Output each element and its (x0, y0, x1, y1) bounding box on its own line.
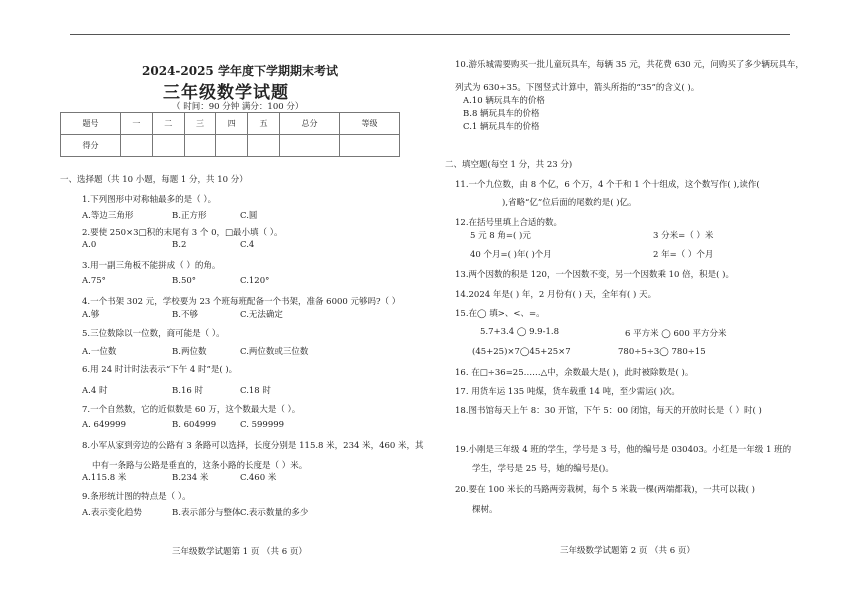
q3-option-b: B.50° (172, 276, 197, 286)
question-8: 8.小军从家到旁边的公路有 3 条路可以选择，长度分别是 115.8 米，234 米，460 米，其 (82, 441, 424, 451)
score-input-cell[interactable] (121, 135, 153, 157)
question-7: 7.一个自然数，它的近似数是 60 万，这个数最大是（ ）。 (82, 405, 301, 415)
question-6: 6.用 24 时计时法表示“下午 4 时”是( )。 (82, 365, 238, 375)
q12-item-d: 2 年=（ ）个月 (653, 250, 714, 260)
q15-item-d: 780÷5÷3◯ 780÷15 (618, 347, 706, 357)
question-11-continued: ),省略“亿”位后面的尾数约是( )亿。 (502, 198, 637, 208)
page-footer-right: 三年级数学试题第 2 页 （共 6 页） (560, 546, 695, 556)
q10-option-c: C.1 辆玩具车的价格 (463, 122, 540, 132)
q9-option-c: C.表示数量的多少 (240, 508, 309, 518)
table-cell: 题号 (61, 113, 121, 135)
exam-title: 三年级数学试题 (163, 83, 289, 103)
question-3: 3.用一副三角板不能拼成（ ）的角。 (82, 261, 221, 271)
q2-option-a: A.0 (82, 240, 97, 250)
q5-option-b: B.两位数 (172, 347, 207, 357)
q10-option-b: B.8 辆玩具车的价格 (463, 109, 540, 119)
q7-option-c: C. 599999 (240, 420, 285, 430)
question-4: 4.一个书架 302 元，学校要为 23 个班每班配备一个书架，准备 6000 元够吗?（ ） (82, 297, 401, 307)
question-13: 13.两个因数的积是 120，一个因数不变，另一个因数乘 10 倍，积是( )。 (455, 270, 735, 280)
q8-option-a: A.115.8 米 (82, 473, 127, 483)
question-19-continued: 学生，学号是 25 号，她的编号是()。 (472, 464, 614, 474)
table-cell: 三 (184, 113, 216, 135)
q15-item-b: 6 平方米 ◯ 600 平方分米 (625, 329, 727, 339)
table-cell: 二 (152, 113, 184, 135)
q9-option-b: B.表示部分与整体 (172, 508, 241, 518)
q1-option-c: C.圆 (240, 211, 258, 221)
page-footer-left: 三年级数学试题第 1 页 （共 6 页） (172, 547, 307, 557)
q7-option-b: B. 604999 (172, 420, 217, 430)
table-cell: 总分 (279, 113, 339, 135)
q12-item-b: 3 分米=（ ）米 (653, 231, 714, 241)
q8-option-c: C.460 米 (240, 473, 277, 483)
year-title: 2024-2025 学年度下学期期末考试 (142, 64, 338, 78)
question-5: 5.三位数除以一位数，商可能是（ ）。 (82, 329, 225, 339)
q15-item-c: (45+25)×7◯45+25×7 (472, 347, 571, 357)
q5-option-a: A.一位数 (82, 347, 117, 357)
question-14: 14.2024 年是( ) 年，2 月份有( ) 天，全年有( ) 天。 (455, 290, 657, 300)
table-cell: 一 (121, 113, 153, 135)
q12-item-a: 5 元 8 角=( )元 (470, 231, 531, 241)
score-input-cell[interactable] (279, 135, 339, 157)
question-20-continued: 棵树。 (472, 505, 498, 515)
score-table (60, 112, 400, 157)
table-cell: 等级 (339, 113, 399, 135)
q7-option-a: A. 649999 (82, 420, 126, 430)
score-table-header-row (61, 113, 400, 135)
table-cell: 得分 (61, 135, 121, 157)
question-11: 11.一个九位数，由 8 个亿，6 个万，4 个千和 1 个十组成，这个数写作( ),读作( (455, 180, 760, 190)
score-input-cell[interactable] (248, 135, 280, 157)
question-9: 9.条形统计图的特点是（ ）。 (82, 492, 191, 502)
score-input-cell[interactable] (152, 135, 184, 157)
q1-option-a: A.等边三角形 (82, 211, 134, 221)
q6-option-a: A.4 时 (82, 386, 108, 396)
question-2: 2.要使 250×3□积的末尾有 3 个 0，□最小填（ ）。 (82, 228, 283, 238)
table-cell: 四 (216, 113, 248, 135)
q6-option-c: C.18 时 (240, 386, 271, 396)
question-15: 15.在◯ 填>、<、=。 (455, 309, 545, 319)
question-12: 12.在括号里填上合适的数。 (455, 218, 563, 228)
section1-heading: 一、选择题（共 10 小题，每题 1 分，共 10 分） (60, 175, 248, 185)
q15-item-a: 5.7+3.4 ◯ 9.9-1.8 (480, 327, 559, 337)
q6-option-b: B.16 时 (172, 386, 203, 396)
score-input-cell[interactable] (216, 135, 248, 157)
q3-option-c: C.120° (240, 276, 270, 286)
score-table-score-row (61, 135, 400, 157)
q4-option-b: B.不够 (172, 310, 198, 320)
score-input-cell[interactable] (184, 135, 216, 157)
q2-option-c: C.4 (240, 240, 255, 250)
q1-option-b: B.正方形 (172, 211, 207, 221)
question-17: 17. 用货车运 135 吨煤，货车载重 14 吨，至少需运( )次。 (455, 387, 680, 397)
question-18: 18.图书馆每天上午 8：30 开馆，下午 5：00 闭馆，每天的开放时长是（ ）时( ) (455, 406, 762, 416)
question-10-continued: 列式为 630÷35。下图竖式计算中，箭头所指的“35”的含义( )。 (455, 83, 700, 93)
question-10: 10.游乐城需要购买一批儿童玩具车，每辆 35 元，共花费 630 元，问购买了多少辆玩具车， (455, 60, 804, 70)
top-rule (70, 34, 790, 35)
time-info: （ 时间：90 分钟 满分：100 分） (172, 102, 304, 112)
question-19: 19.小刚是三年级 4 班的学生，学号是 3 号，他的编号是 030403。小红是一年级 1 班的 (455, 445, 792, 455)
section2-heading: 二、填空题(每空 1 分，共 23 分) (445, 160, 573, 170)
score-input-cell[interactable] (339, 135, 399, 157)
question-20: 20.要在 100 米长的马路两旁栽树，每个 5 米栽一棵(两端都栽)，一共可以栽( ) (455, 485, 755, 495)
table-cell: 五 (248, 113, 280, 135)
q5-option-c: C.两位数或三位数 (240, 347, 309, 357)
q2-option-b: B.2 (172, 240, 187, 250)
q8-option-b: B.234 米 (172, 473, 209, 483)
q4-option-c: C.无法确定 (240, 310, 283, 320)
q10-option-a: A.10 辆玩具车的价格 (463, 96, 545, 106)
question-8-continued: 中有一条路与公路是垂直的，这条小路的长度是（ ）米。 (92, 461, 308, 471)
q9-option-a: A.表示变化趋势 (82, 508, 142, 518)
q4-option-a: A.够 (82, 310, 100, 320)
question-16: 16. 在□÷36=25……△中，余数最大是( )，此时被除数是( )。 (455, 368, 694, 378)
question-1: 1.下列图形中对称轴最多的是（ ）。 (82, 195, 217, 205)
q12-item-c: 40 个月=( )年( )个月 (470, 250, 552, 260)
q3-option-a: A.75° (82, 276, 106, 286)
